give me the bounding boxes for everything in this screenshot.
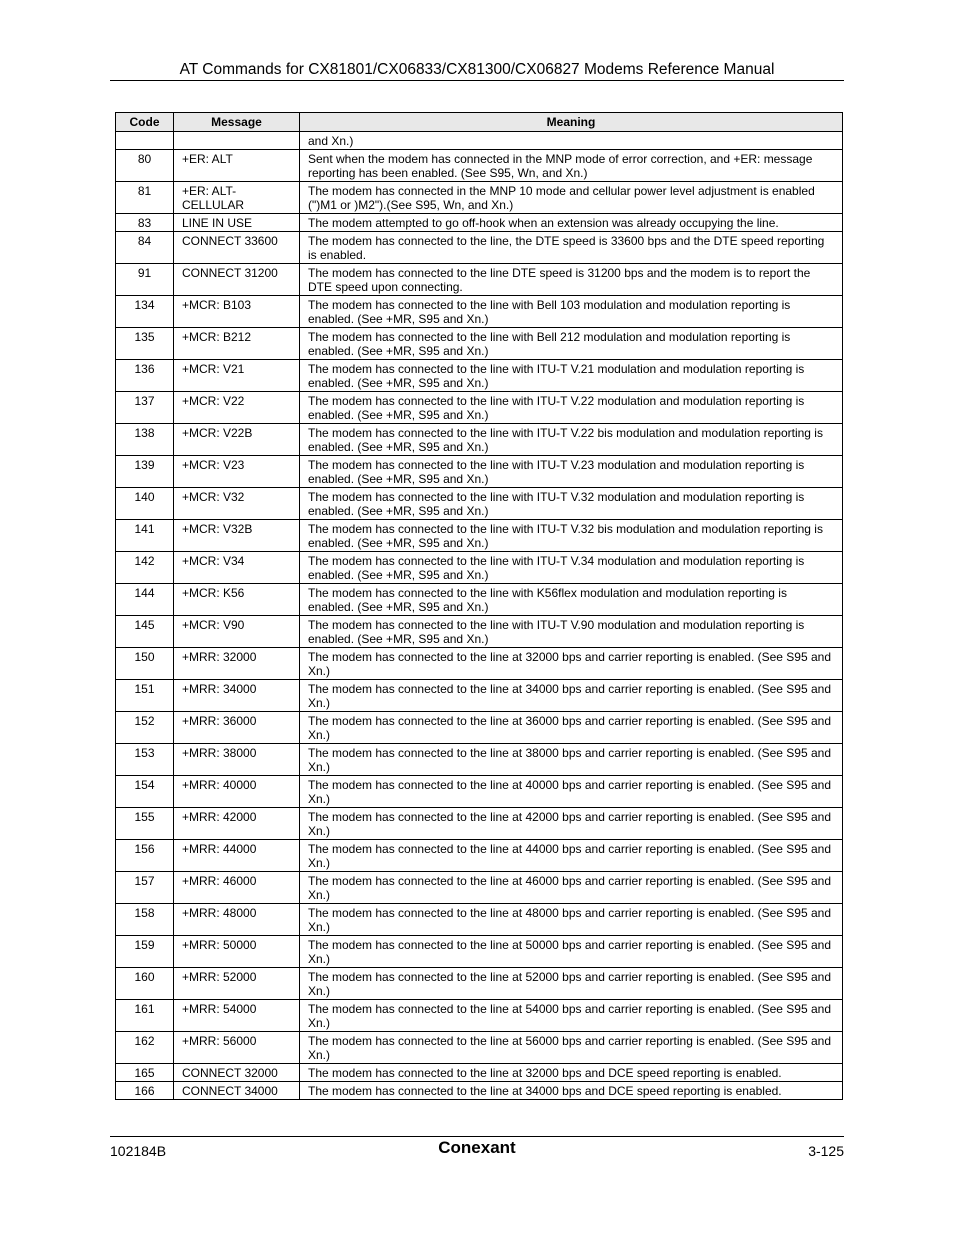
cell-message: +ER: ALT [174, 150, 300, 182]
cell-code: 84 [116, 232, 174, 264]
table-row [116, 214, 843, 232]
table-row [116, 360, 843, 392]
cell-message: +MCR: B103 [174, 296, 300, 328]
cell-meaning: The modem has connected to the line at 38000 bps and carrier reporting is enabled. (See S95 and Xn.) [300, 744, 843, 776]
cell-meaning: The modem has connected to the line at 56000 bps and carrier reporting is enabled. (See S95 and Xn.) [300, 1032, 843, 1064]
cell-message: +MRR: 44000 [174, 840, 300, 872]
table-row [116, 616, 843, 648]
cell-code: 152 [116, 712, 174, 744]
cell-message: +MCR: V90 [174, 616, 300, 648]
document-number: 102184B [110, 1143, 167, 1159]
table-row [116, 712, 843, 744]
cell-message: +MCR: B212 [174, 328, 300, 360]
table-row [116, 584, 843, 616]
table-row [116, 1032, 843, 1064]
cell-meaning: The modem has connected to the line at 36000 bps and carrier reporting is enabled. (See S95 and Xn.) [300, 712, 843, 744]
page-number: 3-125 [808, 1143, 844, 1159]
cell-code: 161 [116, 1000, 174, 1032]
table-row [116, 648, 843, 680]
table-header [116, 113, 843, 132]
cell-meaning: The modem has connected to the line at 52000 bps and carrier reporting is enabled. (See S95 and Xn.) [300, 968, 843, 1000]
table-row [116, 424, 843, 456]
table-header-row [116, 113, 843, 132]
cell-message [174, 132, 300, 150]
table-row [116, 968, 843, 1000]
cell-meaning: The modem has connected to the line at 54000 bps and carrier reporting is enabled. (See S95 and Xn.) [300, 1000, 843, 1032]
cell-message: +MCR: V34 [174, 552, 300, 584]
cell-message: +MRR: 34000 [174, 680, 300, 712]
cell-message: +MCR: V32 [174, 488, 300, 520]
cell-meaning: The modem has connected to the line, the DTE speed is 33600 bps and the DTE speed reporting is enabled. [300, 232, 843, 264]
cell-code: 141 [116, 520, 174, 552]
cell-message: CONNECT 34000 [174, 1082, 300, 1100]
cell-code: 160 [116, 968, 174, 1000]
cell-meaning: The modem has connected to the line with ITU-T V.21 modulation and modulation reporting is enabled. (See +MR, S95 and Xn.) [300, 360, 843, 392]
cell-meaning: The modem has connected to the line with Bell 212 modulation and modulation reporting is enabled. (See +MR, S95 and Xn.) [300, 328, 843, 360]
cell-message: +MRR: 36000 [174, 712, 300, 744]
cell-message: +MRR: 52000 [174, 968, 300, 1000]
cell-meaning: The modem has connected to the line at 32000 bps and carrier reporting is enabled. (See S95 and Xn.) [300, 648, 843, 680]
cell-message: CONNECT 32000 [174, 1064, 300, 1082]
table-row [116, 552, 843, 584]
cell-meaning: The modem has connected to the line with ITU-T V.32 bis modulation and modulation reporting is enabled. (See +MR, S95 and Xn.) [300, 520, 843, 552]
column-header-meaning: Meaning [300, 113, 843, 132]
cell-code: 83 [116, 214, 174, 232]
cell-message: +MCR: V21 [174, 360, 300, 392]
cell-code: 154 [116, 776, 174, 808]
cell-meaning: The modem has connected to the line at 44000 bps and carrier reporting is enabled. (See S95 and Xn.) [300, 840, 843, 872]
cell-code: 135 [116, 328, 174, 360]
cell-meaning: The modem has connected to the line with ITU-T V.90 modulation and modulation reporting is enabled. (See +MR, S95 and Xn.) [300, 616, 843, 648]
cell-message: +MCR: V23 [174, 456, 300, 488]
cell-code: 155 [116, 808, 174, 840]
table-row [116, 872, 843, 904]
cell-message: +MRR: 40000 [174, 776, 300, 808]
table-row [116, 776, 843, 808]
table-row [116, 744, 843, 776]
cell-meaning: The modem has connected in the MNP 10 mode and cellular power level adjustment is enabled (")M1 or )M2").(See S95, Wn, and Xn.) [300, 182, 843, 214]
cell-meaning: The modem attempted to go off-hook when an extension was already occupying the line. [300, 214, 843, 232]
table-row [116, 1064, 843, 1082]
table-row [116, 150, 843, 182]
cell-message: +MRR: 46000 [174, 872, 300, 904]
cell-message: +MRR: 38000 [174, 744, 300, 776]
cell-code: 162 [116, 1032, 174, 1064]
cell-code: 136 [116, 360, 174, 392]
cell-message: +MCR: K56 [174, 584, 300, 616]
cell-meaning: The modem has connected to the line with ITU-T V.32 modulation and modulation reporting is enabled. (See +MR, S95 and Xn.) [300, 488, 843, 520]
column-header-code: Code [116, 113, 174, 132]
cell-code: 91 [116, 264, 174, 296]
cell-meaning: The modem has connected to the line with Bell 103 modulation and modulation reporting is enabled. (See +MR, S95 and Xn.) [300, 296, 843, 328]
cell-message: +MCR: V22B [174, 424, 300, 456]
table-row [116, 182, 843, 214]
table-body [116, 132, 843, 1100]
table-row [116, 1000, 843, 1032]
table-row [116, 1082, 843, 1100]
cell-message: +MRR: 54000 [174, 1000, 300, 1032]
cell-meaning: The modem has connected to the line at 34000 bps and DCE speed reporting is enabled. [300, 1082, 843, 1100]
cell-message: +MCR: V32B [174, 520, 300, 552]
cell-code: 139 [116, 456, 174, 488]
cell-code: 81 [116, 182, 174, 214]
table-row [116, 904, 843, 936]
cell-meaning: The modem has connected to the line at 42000 bps and carrier reporting is enabled. (See S95 and Xn.) [300, 808, 843, 840]
cell-code: 153 [116, 744, 174, 776]
cell-message: CONNECT 31200 [174, 264, 300, 296]
cell-meaning: Sent when the modem has connected in the MNP mode of error correction, and +ER: message reporting has been enabled. (See S95, Wn, and Xn.) [300, 150, 843, 182]
cell-code: 157 [116, 872, 174, 904]
cell-message: CONNECT 33600 [174, 232, 300, 264]
cell-message: +MRR: 42000 [174, 808, 300, 840]
cell-meaning: The modem has connected to the line at 50000 bps and carrier reporting is enabled. (See S95 and Xn.) [300, 936, 843, 968]
cell-meaning: The modem has connected to the line at 32000 bps and DCE speed reporting is enabled. [300, 1064, 843, 1082]
cell-message: LINE IN USE [174, 214, 300, 232]
cell-code: 158 [116, 904, 174, 936]
table-row [116, 328, 843, 360]
cell-meaning: and Xn.) [300, 132, 843, 150]
header-divider [110, 80, 844, 81]
cell-message: +MCR: V22 [174, 392, 300, 424]
cell-code: 142 [116, 552, 174, 584]
cell-code: 165 [116, 1064, 174, 1082]
cell-code: 144 [116, 584, 174, 616]
footer-divider [110, 1136, 844, 1137]
cell-message: +MRR: 48000 [174, 904, 300, 936]
cell-meaning: The modem has connected to the line at 34000 bps and carrier reporting is enabled. (See S95 and Xn.) [300, 680, 843, 712]
column-header-message: Message [174, 113, 300, 132]
cell-code: 166 [116, 1082, 174, 1100]
table-row [116, 840, 843, 872]
company-name: Conexant [438, 1138, 516, 1157]
cell-code: 150 [116, 648, 174, 680]
table-row [116, 456, 843, 488]
cell-meaning: The modem has connected to the line at 40000 bps and carrier reporting is enabled. (See S95 and Xn.) [300, 776, 843, 808]
cell-code: 140 [116, 488, 174, 520]
cell-meaning: The modem has connected to the line DTE speed is 31200 bps and the modem is to report the DTE speed upon connecting. [300, 264, 843, 296]
table-row [116, 520, 843, 552]
cell-meaning: The modem has connected to the line at 46000 bps and carrier reporting is enabled. (See S95 and Xn.) [300, 872, 843, 904]
table-row [116, 296, 843, 328]
cell-meaning: The modem has connected to the line with ITU-T V.34 modulation and modulation reporting is enabled. (See +MR, S95 and Xn.) [300, 552, 843, 584]
cell-meaning: The modem has connected to the line with ITU-T V.23 modulation and modulation reporting is enabled. (See +MR, S95 and Xn.) [300, 456, 843, 488]
table-row [116, 392, 843, 424]
cell-code [116, 132, 174, 150]
cell-code: 159 [116, 936, 174, 968]
table-row [116, 264, 843, 296]
table-row [116, 936, 843, 968]
cell-message: +MRR: 32000 [174, 648, 300, 680]
cell-code: 138 [116, 424, 174, 456]
cell-code: 151 [116, 680, 174, 712]
cell-code: 156 [116, 840, 174, 872]
table-row [116, 808, 843, 840]
cell-code: 134 [116, 296, 174, 328]
table-row [116, 488, 843, 520]
table-row [116, 680, 843, 712]
cell-meaning: The modem has connected to the line with ITU-T V.22 bis modulation and modulation reporting is enabled. (See +MR, S95 and Xn.) [300, 424, 843, 456]
page-header-title: AT Commands for CX81801/CX06833/CX81300/CX06827 Modems Reference Manual [179, 61, 775, 78]
result-codes-table [115, 112, 843, 1100]
table-row [116, 232, 843, 264]
cell-meaning: The modem has connected to the line at 48000 bps and carrier reporting is enabled. (See S95 and Xn.) [300, 904, 843, 936]
cell-meaning: The modem has connected to the line with K56flex modulation and modulation reporting is enabled. (See +MR, S95 and Xn.) [300, 584, 843, 616]
cell-meaning: The modem has connected to the line with ITU-T V.22 modulation and modulation reporting is enabled. (See +MR, S95 and Xn.) [300, 392, 843, 424]
cell-message: +MRR: 50000 [174, 936, 300, 968]
cell-message: +MRR: 56000 [174, 1032, 300, 1064]
cell-code: 145 [116, 616, 174, 648]
cell-code: 137 [116, 392, 174, 424]
cell-message: +ER: ALT-CELLULAR [174, 182, 300, 214]
cell-code: 80 [116, 150, 174, 182]
table-row [116, 132, 843, 150]
